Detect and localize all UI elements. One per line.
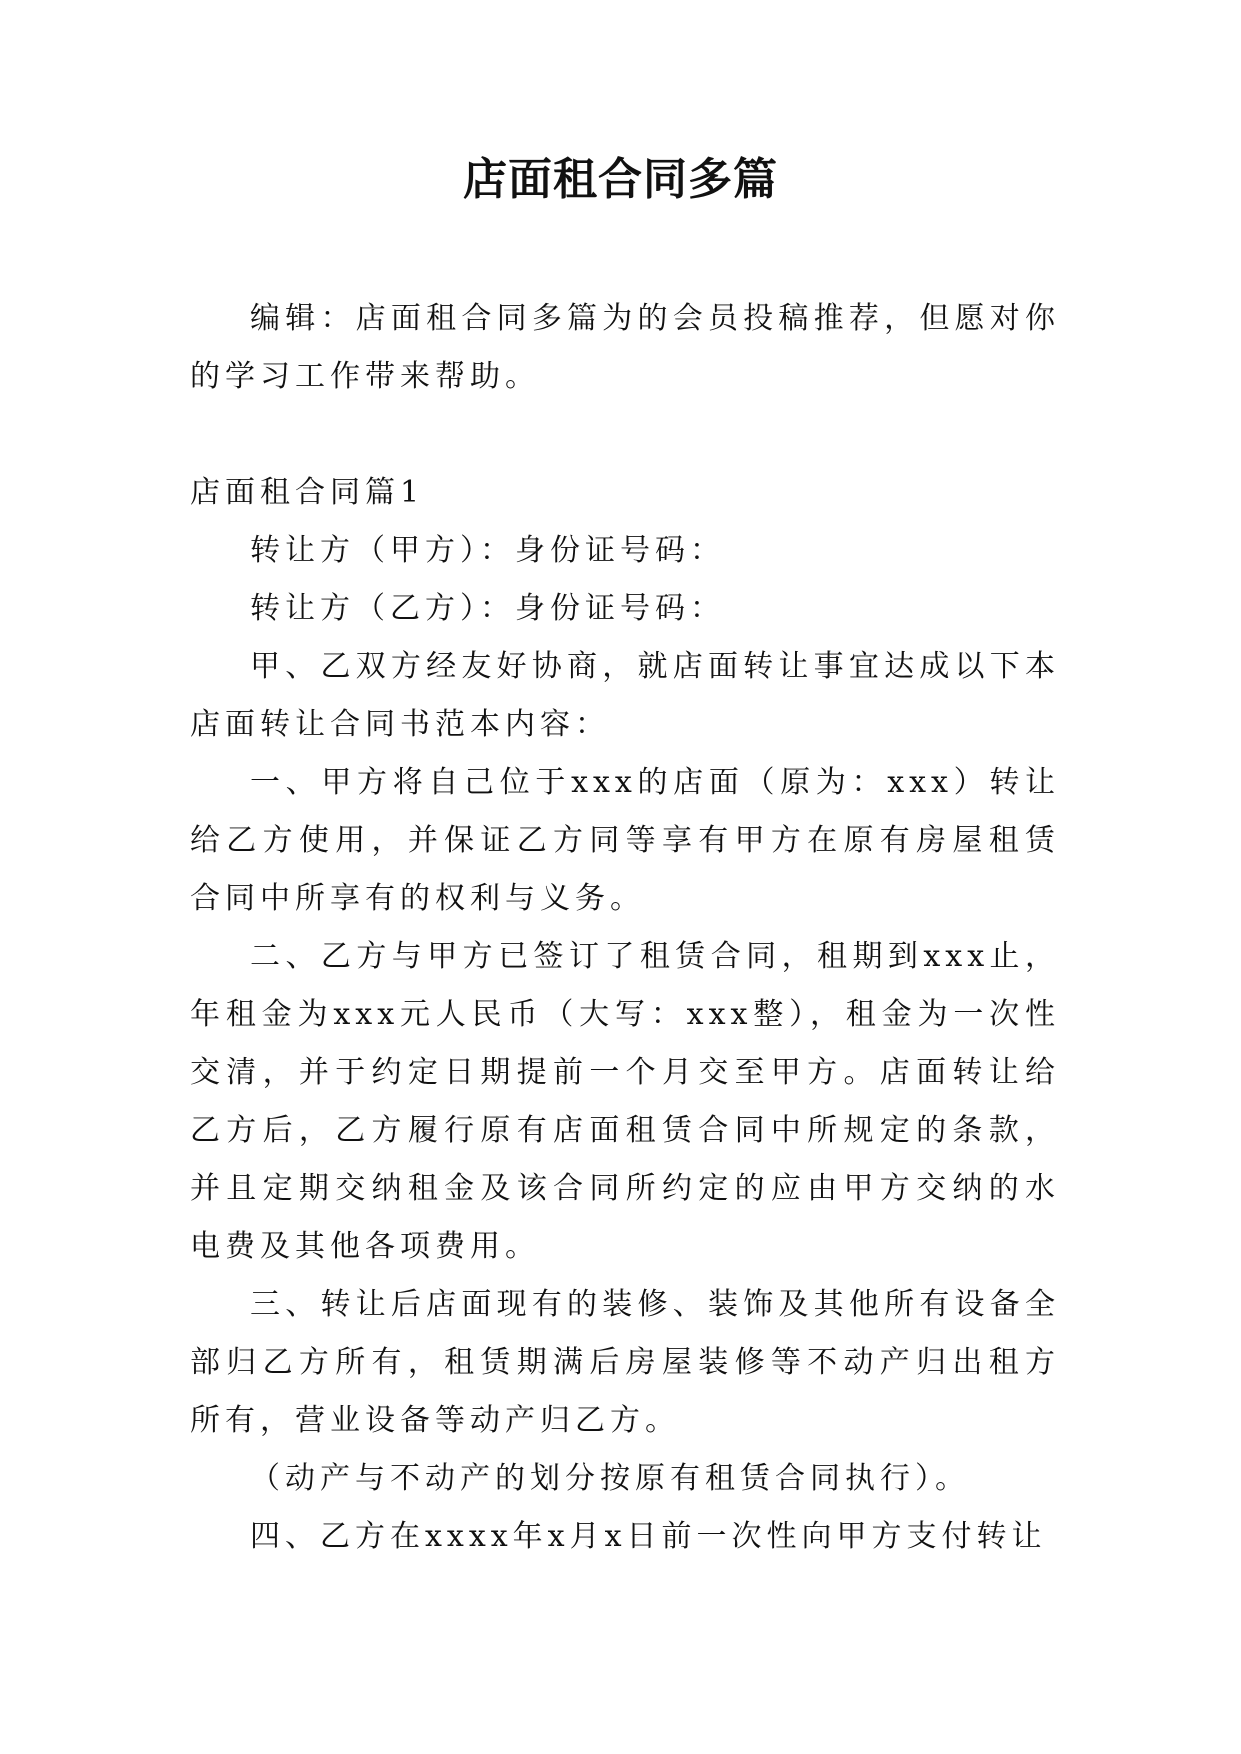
clause-3: 三、转让后店面现有的装修、装饰及其他所有设备全部归乙方所有，租赁期满后房屋装修等不动产归出租方所有，营业设备等动产归乙方。 <box>190 1287 1060 1438</box>
clause-2: 二、乙方与甲方已签订了租赁合同，租期到xxx止，年租金为xxx元人民币（大写：xxx整），租金为一次性交清，并于约定日期提前一个月交至甲方。店面转让给乙方后，乙方履行原有店面租赁合同中所规定的条款，并且定期交纳租金及该合同所约定的应由甲方交纳的水电费及其他各项费用。 <box>190 939 1060 1264</box>
document-body <box>190 290 1060 1566</box>
intro-paragraph: 编辑：店面租合同多篇为的会员投稿推荐，但愿对你的学习工作带来帮助。 <box>190 301 1060 394</box>
clause-4: 四、乙方在xxxx年x月x日前一次性向甲方支付转让 <box>250 1519 1047 1554</box>
paragraph-agreement: 甲、乙双方经友好协商，就店面转让事宜达成以下本店面转让合同书范本内容： <box>190 649 1060 742</box>
section-heading: 店面租合同篇1 <box>190 475 425 510</box>
paragraph-party-b: 转让方（乙方）：身份证号码： <box>250 591 725 626</box>
clause-1: 一、甲方将自己位于xxx的店面（原为：xxx）转让给乙方使用，并保证乙方同等享有甲方在原有房屋租赁合同中所享有的权利与义务。 <box>190 765 1060 916</box>
document-title: 店面租合同多篇 <box>463 154 778 205</box>
paragraph-party-a: 转让方（甲方）：身份证号码： <box>250 533 725 568</box>
clause-3-note: （动产与不动产的划分按原有租赁合同执行）。 <box>250 1461 970 1496</box>
